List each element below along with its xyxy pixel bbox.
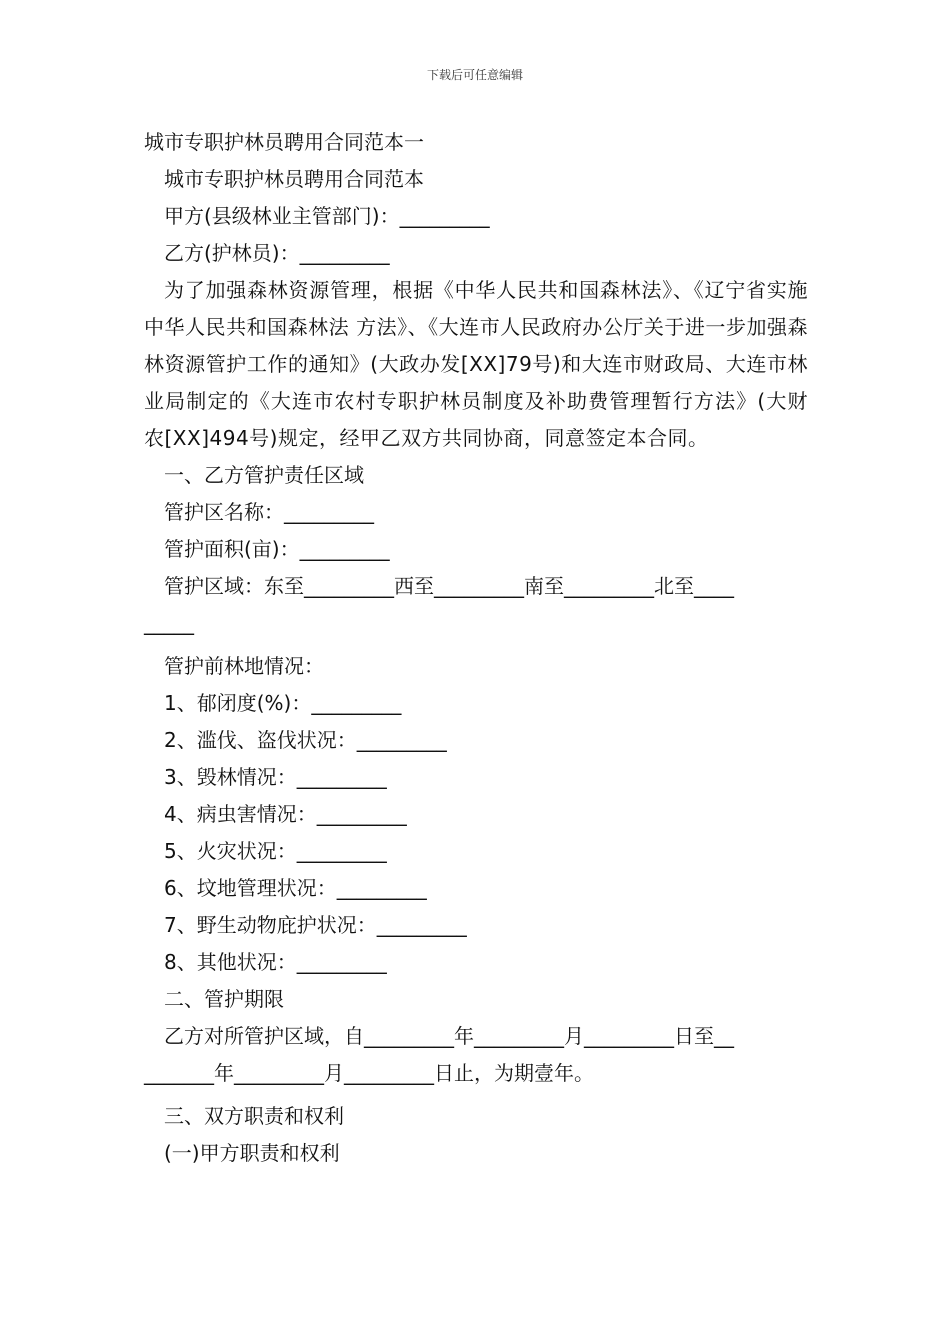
condition-item: 3、毁林情况：_________ — [164, 765, 387, 789]
boundary-line: 管护区域：东至_________西至_________南至_________北至____ — [164, 574, 734, 598]
condition-item: 2、滥伐、盗伐状况：_________ — [164, 728, 447, 752]
document-title: 城市专职护林员聘用合同范本一 — [144, 130, 424, 154]
condition-item: 5、火灾状况：_________ — [164, 839, 387, 863]
party-a-line: 甲方(县级林业主管部门)：_________ — [164, 204, 490, 228]
condition-item: 7、野生动物庇护状况：_________ — [164, 913, 467, 937]
area-name-line: 管护区名称：_________ — [164, 500, 374, 524]
term-line-continued: _______年_________月_________日止，为期壹年。 — [144, 1061, 594, 1085]
condition-item: 4、病虫害情况：_________ — [164, 802, 407, 826]
section3-heading: 三、双方职责和权利 — [164, 1104, 344, 1128]
boundary-line-continued: _____ — [144, 611, 194, 635]
page-header: 下载后可任意编辑 — [426, 68, 523, 82]
condition-item: 8、其他状况：_________ — [164, 950, 387, 974]
section2-heading: 二、管护期限 — [164, 987, 284, 1011]
intro-paragraph: 为了加强森林资源管理，根据《中华人民共和国森林法》、《辽宁省实施 中华人民共和国森林法 方法》、《大连市人民政府办公厅关于进一步加强森林资源管护工作的通知》(大政办发[XX]79号)和大连市财政局、大连市林业局制定的《大连市农村专职护林员制度及补助费管理暂行方法》(大财农[XX]494号)规定，经甲乙双方共同协商，同意签定本合同。 — [144, 278, 808, 450]
condition-item: 1、郁闭度(%)：_________ — [164, 691, 402, 715]
before-condition-heading: 管护前林地情况： — [164, 654, 324, 678]
area-size-line: 管护面积(亩)：_________ — [164, 537, 390, 561]
condition-item: 6、坟地管理状况：_________ — [164, 876, 427, 900]
section3-subheading: (一)甲方职责和权利 — [164, 1141, 340, 1165]
contract-title: 城市专职护林员聘用合同范本 — [164, 167, 424, 191]
document-body — [144, 124, 808, 1172]
party-b-line: 乙方(护林员)：_________ — [164, 241, 390, 265]
term-line: 乙方对所管护区域，自_________年_________月_________日至__ — [164, 1024, 734, 1048]
section1-heading: 一、乙方管护责任区域 — [164, 463, 364, 487]
